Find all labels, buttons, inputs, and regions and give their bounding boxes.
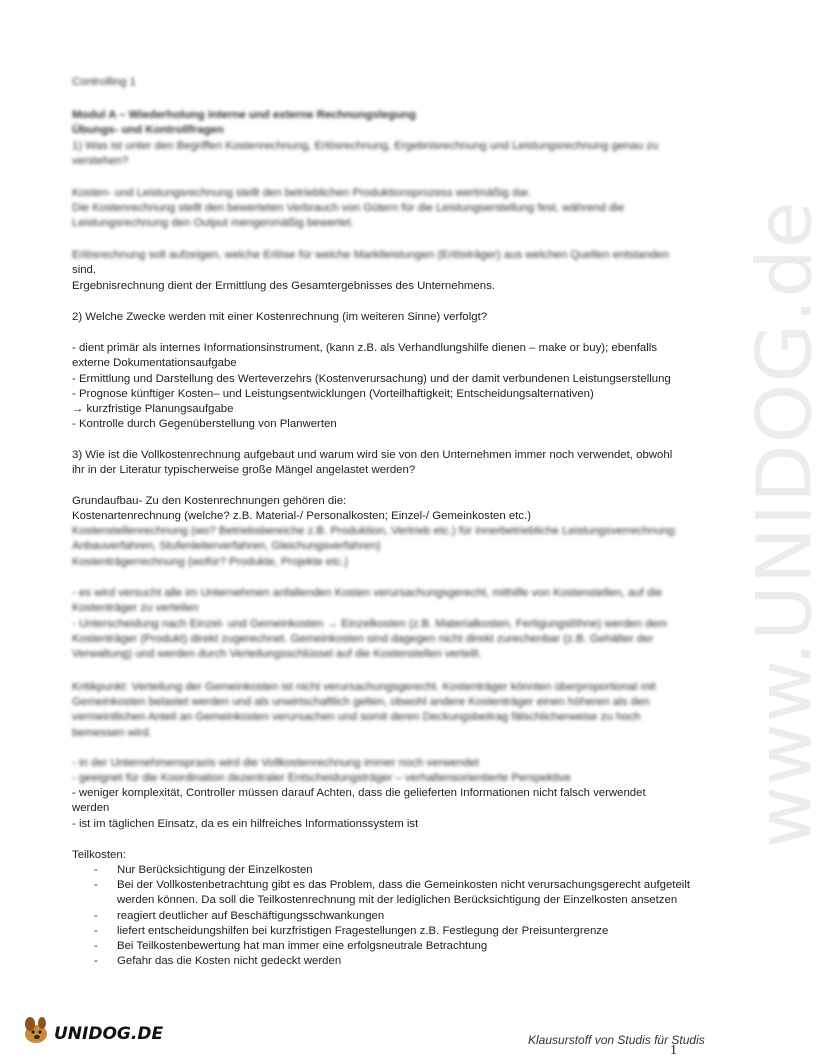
q2-item-1: - dient primär als internes Informationsinstrument, (kann z.B. als Verhandlungshilfe dienen – make or buy); ebenfalls externe Dokumentationsaufgabe [72,342,658,370]
q3-blurred-4: - Unterscheidung nach Einzel- und Gemeinkosten → Einzelkosten (z.B. Materialkosten, Fertigungslöhne) werden dem Kostenträger (Produkt) direkt zugerechnet. Gemeinkosten sind dagegen nicht direkt zurechenbar (z.B. Gehälter der Verwaltung) und werden durch Verteilungsschlüssel auf die Kostenstellen verteilt. [72,618,668,661]
answer-1-line-3: Erlösrechnung soll aufzeigen, welche Erlöse für welche Marktleistungen (Erlösträger) aus welchen Quellen entstanden [72,249,670,261]
question-1: 1) Was ist unter den Begriffen Kostenrechnung, Erlösrechnung, Ergebnisrechnung und Leistungsrechnung genau zu verstehen? [72,140,659,168]
q3-komplexitaet: - weniger komplexität, Controller müssen darauf Achten, dass die gelieferten Informationen nicht falsch verwendet [72,787,646,799]
footer-tagline: Klausurstoff von Studis für Studis [528,1033,705,1047]
list-item: - Nur Berücksichtigung der Einzelkosten [72,863,692,878]
q2-item-2: - Ermittlung und Darstellung des Werteverzehrs (Kostenverursachung) und der damit verbundenen Leistungserstellung [72,373,671,385]
answer-1-line-2: Die Kostenrechnung stellt den bewerteten Verbrauch von Gütern für die Leistungserstellung fest, während die Leistungsrechnung den Output mengenmäßig bewertet. [72,202,625,230]
answer-1-sind: sind. [72,264,97,276]
list-item: - Bei der Vollkostenbetrachtung gibt es das Problem, dass die Gemeinkosten nicht verursachungsgerecht aufgeteilt werden können. Da soll die Teilkostenrechnung mit der lediglichen Berücksichtigung der Einzelkosten ansetzen [72,878,692,908]
list-item: - Gefahr das die Kosten nicht gedeckt werden [72,954,692,969]
q3-blurred-2: Kostenträgerrechnung (wofür? Produkte, Projekte etc.) [72,556,349,568]
logo-text: UNIDOG.DE [54,1024,164,1044]
q2-item-3: - Prognose künftiger Kosten– und Leistungsentwicklungen (Vorteilhaftigkeit; Entscheidungsalternativen) [72,388,594,400]
q3-informationssystem: - ist im täglichen Einsatz, da es ein hilfreiches Informationssystem ist [72,818,419,830]
teilkosten-heading: Teilkosten: [72,849,126,861]
q2-item-4: → kurzfristige Planungsaufgabe [72,403,234,415]
answer-1-ergebnis: Ergebnisrechnung dient der Ermittlung des Gesamtergebnisses des Unternehmens. [72,280,495,292]
list-item: - liefert entscheidungshilfen bei kurzfristigen Fragestellungen z.B. Festlegung der Preisuntergrenze [72,924,692,939]
q3-blurred-3: - es wird versucht alle im Unternehmen anfallenden Kosten verursachungsgerecht, mithilfe von Kostenstellen, auf die Kostenträger zu verteilen [72,587,663,615]
q3-blurred-1: Kostenstellenrechnung (wo? Betriebsbereiche z.B. Produktion, Vertrieb etc.) für innerbetriebliche Leistungsverrechnung: Anbauverfahren, Stufenleiterverfahren, Gleichungsverfahren) [72,525,678,553]
watermark-text: www.UNIDOG.de [739,200,828,849]
q2-item-5: - Kontrolle durch Gegenüberstellung von Planwerten [72,418,337,430]
answer-1-line-1: Kosten- und Leistungsrechnung stellt den betrieblichen Produktionsprozess wertmäßig dar. [72,187,532,199]
module-heading: Modul A – Wiederholung interne und externe Rechnungslegung [72,109,416,121]
q3-blurred-7: - geeignet für die Koordination dezentraler Entscheidungsträger – verhaltensorientierte Perspektive [72,772,571,784]
dog-icon [25,1017,47,1043]
q3-grundaufbau: Grundaufbau- Zu den Kostenrechnungen gehören die: [72,495,347,507]
question-2: 2) Welche Zwecke werden mit einer Kostenrechnung (im weiteren Sinne) verfolgt? [72,311,488,323]
q3-blurred-5: Kritikpunkt: Verteilung der Gemeinkosten ist nicht verursachungsgerecht. Kostenträger könnten überproportional mit Gemeinkosten belastet werden und als unwirtschaftlich gelten, obwohl andere Kostenträger einen höheren als den vermeintlichen Anteil an Gemeinkosten verursachen und somit deren Deckungsbeitrag fälschlicherweise zu hoch bemessen wird. [72,681,656,739]
page-number: 1 [670,1043,677,1058]
q3-kostenarten: Kostenartenrechnung (welche? z.B. Material-/ Personalkosten; Einzel-/ Gemeinkosten etc.) [72,510,532,522]
document-title: Controlling 1 [72,76,136,88]
teilkosten-list [72,863,692,969]
question-3: 3) Wie ist die Vollkostenrechnung aufgebaut und warum wird sie von den Unternehmen immer noch verwendet, obwohl ihr in der Literatur typischerweise große Mängel angelastet werden? [72,449,673,477]
unidog-logo[interactable] [20,1012,164,1048]
list-item: - reagiert deutlicher auf Beschäftigungsschwankungen [72,909,692,924]
q3-blurred-6: - in der Unternehmenspraxis wird die Vollkostenrechnung immer noch verwendet [72,757,480,769]
q3-werden: werden [72,802,110,814]
list-item: - Bei Teilkostenbewertung hat man immer eine erfolgsneutrale Betrachtung [72,939,692,954]
subheading: Übungs- und Kontrollfragen [72,124,224,136]
